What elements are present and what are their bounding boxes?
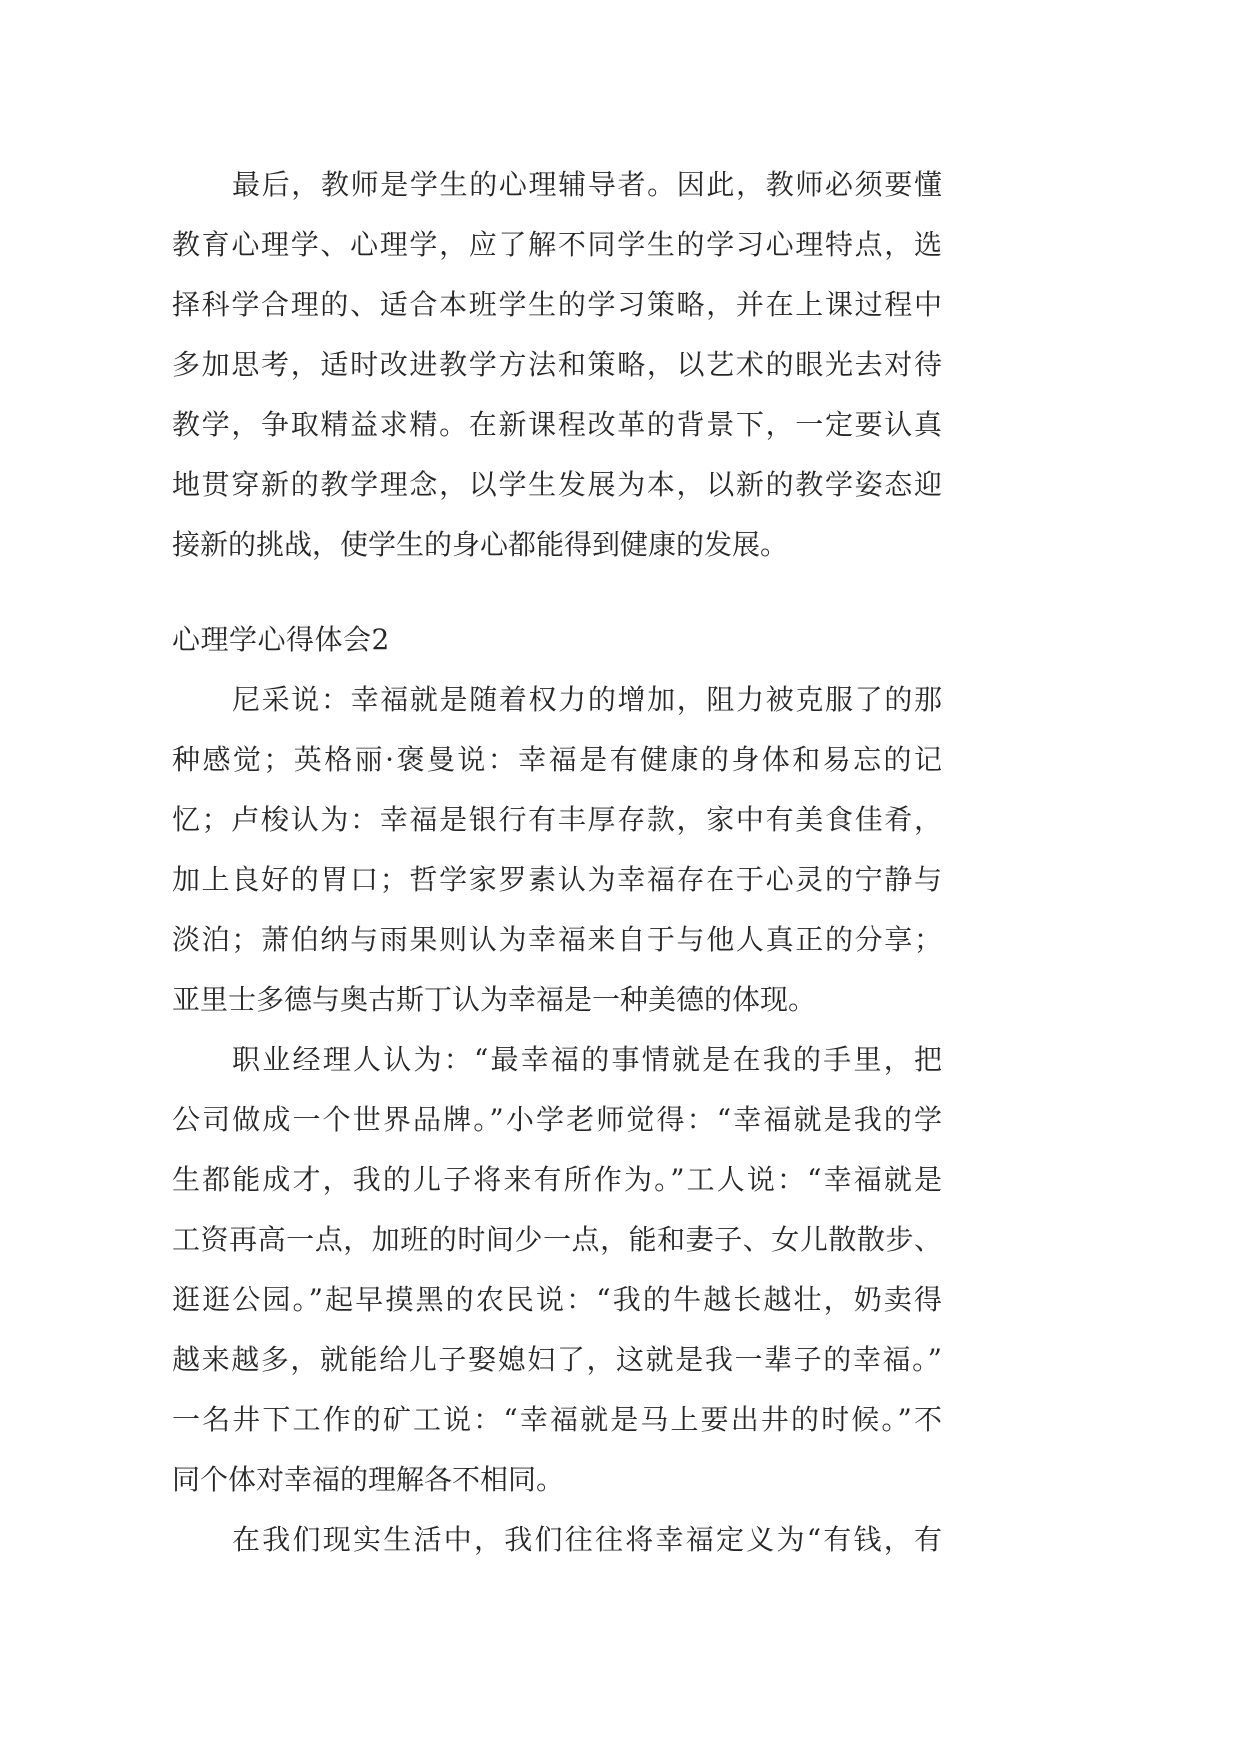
document-page [172,155,942,1570]
paragraph-line: 逛逛公园。”起早摸黑的农民说：“我的牛越长越壮，奶卖得 [172,1283,942,1316]
paragraph-line: 多加思考，适时改进教学方法和策略，以艺术的眼光去对待 [172,348,942,381]
paragraph-line: 同个体对幸福的理解各不相同。 [172,1463,565,1496]
paragraph-line: 尼采说：幸福就是随着权力的增加，阻力被克服了的那 [232,683,942,716]
paragraph-line: 公司做成一个世界品牌。”小学老师觉得：“幸福就是我的学 [172,1103,942,1136]
paragraph-professions [172,1030,942,1510]
paragraph-line: 加上良好的胃口；哲学家罗素认为幸福存在于心灵的宁静与 [172,863,942,896]
paragraph-line: 一名井下工作的矿工说：“幸福就是马上要出井的时候。”不 [172,1403,942,1436]
paragraph-line: 在我们现实生活中，我们往往将幸福定义为“有钱，有 [232,1523,942,1556]
paragraph-line: 择科学合理的、适合本班学生的学习策略，并在上课过程中 [172,288,942,321]
section-heading: 心理学心得体会2 [172,623,390,656]
paragraph-teacher-role [172,155,942,575]
paragraph-line: 种感觉；英格丽·褒曼说：幸福是有健康的身体和易忘的记 [172,743,942,776]
paragraph-line: 亚里士多德与奥古斯丁认为幸福是一种美德的体现。 [172,983,817,1016]
paragraph-line: 生都能成才，我的儿子将来有所作为。”工人说：“幸福就是 [172,1163,942,1196]
paragraph-line: 忆；卢梭认为：幸福是银行有丰厚存款，家中有美食佳肴， [172,803,942,836]
paragraph-happiness-quotes [172,670,942,1030]
paragraph-real-life [172,1510,942,1570]
paragraph-line: 工资再高一点，加班的时间少一点，能和妻子、女儿散散步、 [172,1223,942,1256]
paragraph-line: 淡泊；萧伯纳与雨果则认为幸福来自于与他人真正的分享； [172,923,942,956]
paragraph-line: 教学，争取精益求精。在新课程改革的背景下，一定要认真 [172,408,942,441]
paragraph-line: 越来越多，就能给儿子娶媳妇了，这就是我一辈子的幸福。” [172,1343,942,1376]
paragraph-line: 最后，教师是学生的心理辅导者。因此，教师必须要懂 [232,168,942,201]
paragraph-line: 接新的挑战，使学生的身心都能得到健康的发展。 [172,528,789,561]
paragraph-line: 地贯穿新的教学理念，以学生发展为本，以新的教学姿态迎 [172,468,942,501]
paragraph-line: 职业经理人认为：“最幸福的事情就是在我的手里，把 [232,1043,942,1076]
paragraph-line: 教育心理学、心理学，应了解不同学生的学习心理特点，选 [172,228,942,261]
